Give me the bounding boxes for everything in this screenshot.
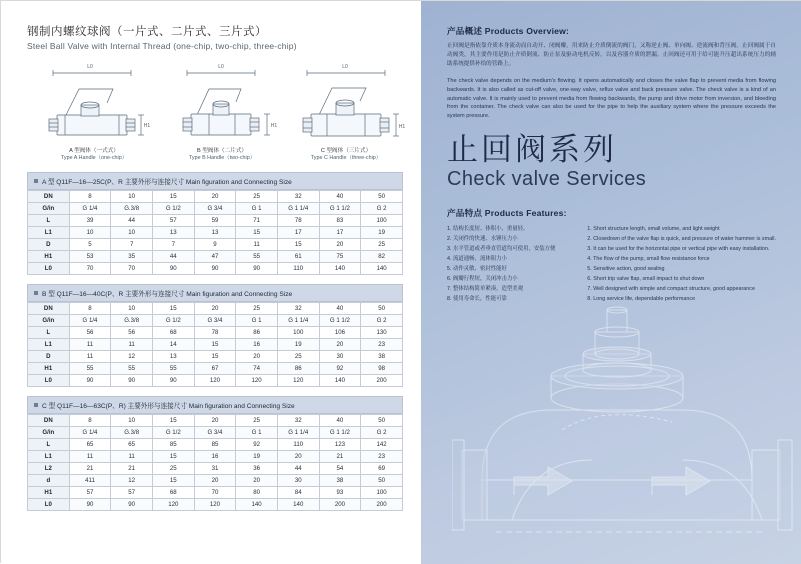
list-item: 4. 流道通畅、流体阻力小 bbox=[447, 256, 507, 263]
cell: 10 bbox=[111, 191, 153, 203]
cell: 8 bbox=[69, 303, 111, 315]
table-row bbox=[28, 351, 403, 363]
cell: G/in bbox=[28, 203, 70, 215]
spec-table-a-heading bbox=[27, 172, 403, 190]
cell: 40 bbox=[319, 191, 361, 203]
table-row bbox=[28, 463, 403, 475]
cell: 15 bbox=[152, 303, 194, 315]
cell: 90 bbox=[236, 263, 278, 275]
list-item: 8. Long service life, dependable performance bbox=[587, 296, 696, 303]
cell: L bbox=[28, 439, 70, 451]
overview-heading: 产品概述 Products Overview: bbox=[447, 26, 570, 36]
cell: 10 bbox=[111, 303, 153, 315]
cell: L1 bbox=[28, 227, 70, 239]
cell: 67 bbox=[194, 363, 236, 375]
cell: 15 bbox=[152, 451, 194, 463]
cell: 50 bbox=[361, 475, 403, 487]
cell: G 3/4 bbox=[194, 315, 236, 327]
spec-table-a bbox=[27, 172, 403, 275]
cell: 78 bbox=[194, 327, 236, 339]
table-row bbox=[28, 327, 403, 339]
list-item: 2. Closedown of the valve flap is quick, and pressure of water hammer is small. bbox=[587, 236, 776, 243]
cell: 20 bbox=[277, 451, 319, 463]
cell: 16 bbox=[236, 339, 278, 351]
cell: 110 bbox=[277, 439, 319, 451]
bullet-square-icon bbox=[34, 403, 38, 407]
cell: DN bbox=[28, 415, 70, 427]
svg-text:L0: L0 bbox=[218, 64, 224, 70]
cell: 13 bbox=[194, 227, 236, 239]
cell: 23 bbox=[361, 339, 403, 351]
cell: 68 bbox=[152, 327, 194, 339]
cell: 140 bbox=[319, 263, 361, 275]
cell: 13 bbox=[152, 227, 194, 239]
cell: 40 bbox=[319, 415, 361, 427]
cell: 20 bbox=[194, 191, 236, 203]
spec-table-b-heading-text: B 型 Q11F—16—40C(P、R 主要外形与连接尺寸 Main figuration and Connecting Size bbox=[42, 291, 293, 298]
cell: G 1/2 bbox=[152, 203, 194, 215]
cell: 35 bbox=[111, 251, 153, 263]
list-item: 6. Short trip valve flap, small impact to shut down bbox=[587, 276, 705, 283]
valve-drawings bbox=[27, 57, 403, 162]
cell: 78 bbox=[277, 215, 319, 227]
cell: 11 bbox=[69, 451, 111, 463]
cell: 411 bbox=[69, 475, 111, 487]
spec-table-b-heading bbox=[27, 284, 403, 302]
cell: 106 bbox=[319, 327, 361, 339]
cell: 142 bbox=[361, 439, 403, 451]
valve-caption-a: A 型阀体（一式式） Type A Handle（one-chip） bbox=[60, 148, 128, 162]
table-row bbox=[28, 251, 403, 263]
cell: 25 bbox=[277, 351, 319, 363]
list-item: 4. The flow of the pump, small flow resistance force bbox=[587, 256, 710, 263]
cell: 15 bbox=[152, 475, 194, 487]
table-row bbox=[28, 203, 403, 215]
cell: G 1 bbox=[236, 427, 278, 439]
spec-table-c-grid bbox=[27, 414, 403, 511]
cell: 100 bbox=[277, 327, 319, 339]
cell: 53 bbox=[69, 251, 111, 263]
cell: 12 bbox=[111, 351, 153, 363]
cell: 140 bbox=[319, 375, 361, 387]
cell: 56 bbox=[111, 327, 153, 339]
cell: 80 bbox=[236, 487, 278, 499]
cell: 65 bbox=[69, 439, 111, 451]
cell: 20 bbox=[236, 351, 278, 363]
cell: H1 bbox=[28, 363, 70, 375]
cell: 68 bbox=[152, 487, 194, 499]
table-row bbox=[28, 339, 403, 351]
cell: L bbox=[28, 327, 70, 339]
svg-text:H1: H1 bbox=[143, 123, 151, 129]
cell: D bbox=[28, 351, 70, 363]
cell: G.3/8 bbox=[111, 203, 153, 215]
cell: 140 bbox=[361, 263, 403, 275]
cell: L1 bbox=[28, 339, 70, 351]
cell: 55 bbox=[236, 251, 278, 263]
cell: 8 bbox=[69, 191, 111, 203]
cell: 11 bbox=[69, 351, 111, 363]
list-item: 3. It can be used for the horizontal pipe or vertical pipe with easy installation. bbox=[587, 246, 770, 253]
cell: L1 bbox=[28, 451, 70, 463]
cell: G 1/2 bbox=[152, 427, 194, 439]
cell: 16 bbox=[194, 451, 236, 463]
right-panel bbox=[421, 1, 801, 564]
cell: G/in bbox=[28, 427, 70, 439]
cell: 140 bbox=[236, 499, 278, 511]
cell: 7 bbox=[152, 239, 194, 251]
features-heading: 产品特点 Products Features: bbox=[447, 208, 567, 219]
cell: G 1 1/2 bbox=[319, 427, 361, 439]
cell: 44 bbox=[277, 463, 319, 475]
svg-text:H1: H1 bbox=[398, 124, 405, 130]
cell: 57 bbox=[152, 215, 194, 227]
cell: 92 bbox=[319, 363, 361, 375]
cell: 15 bbox=[236, 227, 278, 239]
cell: 19 bbox=[277, 339, 319, 351]
valve-drawing-type-c bbox=[287, 57, 405, 162]
bullet-square-icon bbox=[34, 179, 38, 183]
list-item: 1. Short structure length, small volume, and light weight bbox=[587, 226, 720, 233]
cell: L0 bbox=[28, 263, 70, 275]
cell: 44 bbox=[111, 215, 153, 227]
cell: 82 bbox=[361, 251, 403, 263]
cell: 15 bbox=[277, 239, 319, 251]
cell: G 1 1/2 bbox=[319, 315, 361, 327]
spec-table-c-heading bbox=[27, 396, 403, 414]
table-row bbox=[28, 303, 403, 315]
cell: 71 bbox=[236, 215, 278, 227]
cell: 13 bbox=[152, 351, 194, 363]
cell: 69 bbox=[361, 463, 403, 475]
cell: 200 bbox=[361, 375, 403, 387]
cell: 90 bbox=[152, 263, 194, 275]
cell: G 2 bbox=[361, 203, 403, 215]
cell: 38 bbox=[319, 475, 361, 487]
list-item: 3. 水平管道或者垂直管道均可使用，安装方便 bbox=[447, 246, 556, 253]
cell: G 2 bbox=[361, 427, 403, 439]
cell: 39 bbox=[69, 215, 111, 227]
features-list-en bbox=[587, 224, 776, 304]
cell: 9 bbox=[194, 239, 236, 251]
cell: 90 bbox=[194, 263, 236, 275]
cell: G 1/4 bbox=[69, 427, 111, 439]
cell: DN bbox=[28, 191, 70, 203]
spec-table-c-heading-text: C 型 Q11F—16—63C(P、R) 主要外形与连接尺寸 Main figuration and Connecting Size bbox=[42, 403, 295, 410]
cell: 14 bbox=[152, 339, 194, 351]
page-title-en: Steel Ball Valve with Internal Thread (one-chip, two-chip, three-chip) bbox=[27, 41, 297, 51]
cell: 86 bbox=[236, 327, 278, 339]
cell: 36 bbox=[236, 463, 278, 475]
spec-table-c bbox=[27, 396, 403, 511]
cell: 200 bbox=[319, 499, 361, 511]
cell: 70 bbox=[111, 263, 153, 275]
cell: L bbox=[28, 215, 70, 227]
cell: 65 bbox=[111, 439, 153, 451]
cell: 120 bbox=[277, 375, 319, 387]
cell: 90 bbox=[111, 375, 153, 387]
cell: 61 bbox=[277, 251, 319, 263]
cell: 110 bbox=[277, 263, 319, 275]
cell: 25 bbox=[152, 463, 194, 475]
cell: G 1 1/2 bbox=[319, 203, 361, 215]
cell: 21 bbox=[111, 463, 153, 475]
left-panel bbox=[1, 1, 421, 564]
table-row bbox=[28, 475, 403, 487]
cell: 25 bbox=[236, 191, 278, 203]
table-row bbox=[28, 499, 403, 511]
cell: 85 bbox=[194, 439, 236, 451]
cell: 57 bbox=[111, 487, 153, 499]
valve-drawing-type-a bbox=[35, 57, 153, 162]
cell: G 1 bbox=[236, 203, 278, 215]
cell: 40 bbox=[319, 303, 361, 315]
cell: 11 bbox=[111, 339, 153, 351]
cell: H1 bbox=[28, 487, 70, 499]
hero-title-en: Check valve Services bbox=[447, 168, 647, 191]
cell: 23 bbox=[361, 451, 403, 463]
cell: G 2 bbox=[361, 315, 403, 327]
cell: 32 bbox=[277, 191, 319, 203]
cell: 70 bbox=[194, 487, 236, 499]
cell: 56 bbox=[69, 327, 111, 339]
cell: 10 bbox=[111, 415, 153, 427]
cell: 44 bbox=[152, 251, 194, 263]
valve-drawing-type-b bbox=[163, 57, 281, 162]
cell: 25 bbox=[236, 303, 278, 315]
cell: G 1/4 bbox=[69, 203, 111, 215]
list-item: 8. 使用寿命长，性能可靠 bbox=[447, 296, 507, 303]
cell: 55 bbox=[111, 363, 153, 375]
cell: 20 bbox=[319, 239, 361, 251]
cell: 11 bbox=[69, 339, 111, 351]
table-row bbox=[28, 363, 403, 375]
cell: 19 bbox=[236, 451, 278, 463]
cell: 20 bbox=[236, 475, 278, 487]
table-row bbox=[28, 239, 403, 251]
cell: 59 bbox=[194, 215, 236, 227]
cell: 15 bbox=[152, 415, 194, 427]
cell: G 1 1/4 bbox=[277, 203, 319, 215]
spec-table-b bbox=[27, 284, 403, 387]
cell: 10 bbox=[69, 227, 111, 239]
cell: 11 bbox=[236, 239, 278, 251]
list-item: 5. 动作灵敏、密封性能好 bbox=[447, 266, 507, 273]
cell: 15 bbox=[152, 191, 194, 203]
svg-text:L0: L0 bbox=[342, 64, 348, 70]
cell: 120 bbox=[236, 375, 278, 387]
table-row bbox=[28, 191, 403, 203]
spec-table-b-grid bbox=[27, 302, 403, 387]
cell: G 1/4 bbox=[69, 315, 111, 327]
cell: 90 bbox=[111, 499, 153, 511]
overview-paragraph-en: The check valve depends on the medium's flowing. It opens automatically and closes the valve flap to prevent media from flowing backwards. It is also called as cut-off valve, one-way valve, reflux valve and back pressure valve. The check valve is a kind of an automatic valve. It is mainly used to prevent media from flowing backwards, the pump and drive motor from inversion, and bleeding from the container. The check valve can also be used for the pipe to help the auxiliary system where the pressure exceeds the system pressure. bbox=[447, 77, 776, 120]
cell: 17 bbox=[319, 227, 361, 239]
list-item: 1. 结构长度短、体积小、重量轻。 bbox=[447, 226, 529, 233]
cell: 85 bbox=[152, 439, 194, 451]
cell: 57 bbox=[69, 487, 111, 499]
table-row bbox=[28, 487, 403, 499]
table-row bbox=[28, 415, 403, 427]
cell: 123 bbox=[319, 439, 361, 451]
cell: G 1 1/4 bbox=[277, 427, 319, 439]
hero-title-cn: 止回阀系列 bbox=[447, 132, 617, 168]
cell: 15 bbox=[194, 339, 236, 351]
page-title-cn: 钢制内螺纹球阀（一片式、二片式、三片式） bbox=[27, 26, 267, 38]
cell: 54 bbox=[319, 463, 361, 475]
bullet-square-icon bbox=[34, 291, 38, 295]
features-list-cn bbox=[447, 224, 573, 304]
cell: 50 bbox=[361, 191, 403, 203]
cell: d bbox=[28, 475, 70, 487]
svg-text:H1: H1 bbox=[270, 123, 278, 129]
cell: 55 bbox=[69, 363, 111, 375]
cell: 20 bbox=[194, 303, 236, 315]
table-row bbox=[28, 315, 403, 327]
cell: 100 bbox=[361, 215, 403, 227]
cell: 21 bbox=[319, 451, 361, 463]
cell: 47 bbox=[194, 251, 236, 263]
features-columns bbox=[447, 224, 776, 304]
valve-caption-b: B 型阀体（二片式） Type B Handle（two-chip） bbox=[188, 148, 256, 162]
cell: G.3/8 bbox=[111, 315, 153, 327]
cell: 19 bbox=[361, 227, 403, 239]
cell: 10 bbox=[111, 227, 153, 239]
svg-text:L0: L0 bbox=[87, 64, 93, 70]
cell: 75 bbox=[319, 251, 361, 263]
cell: 32 bbox=[277, 303, 319, 315]
cell: 7 bbox=[111, 239, 153, 251]
cell: 17 bbox=[277, 227, 319, 239]
cell: 200 bbox=[361, 499, 403, 511]
cell: 93 bbox=[319, 487, 361, 499]
cell: 130 bbox=[361, 327, 403, 339]
cell: 74 bbox=[236, 363, 278, 375]
cell: 70 bbox=[69, 263, 111, 275]
cell: 38 bbox=[361, 351, 403, 363]
cell: L0 bbox=[28, 499, 70, 511]
list-item: 2. 关闭件的快速、水锤压力小 bbox=[447, 236, 518, 243]
cell: 98 bbox=[361, 363, 403, 375]
list-item: 5. Sensitive action, good sealing bbox=[587, 266, 665, 273]
spec-table-a-heading-text: A 型 Q11F—16—25C(P、R 主要外形与连接尺寸 Main figuration and Connecting Size bbox=[42, 179, 292, 186]
cell: 120 bbox=[194, 499, 236, 511]
overview-paragraph-cn: 止回阀是指依靠介质本身流动而自动开、闭阀瓣，用来防止介质倒流的阀门，又称逆止阀、单向阀、逆流阀和背压阀。止回阀属于自动阀类，其主要作用是防止介质倒流、防止泵及驱动电机反转，以及容器介质的泄漏。止回阀还可用于给可能升压超出系统压力的辅助系统提供补给的管路上。 bbox=[447, 43, 776, 68]
cell: L0 bbox=[28, 375, 70, 387]
cell: D bbox=[28, 239, 70, 251]
cell: 140 bbox=[277, 499, 319, 511]
cell: 84 bbox=[277, 487, 319, 499]
cell: G.3/8 bbox=[111, 427, 153, 439]
cell: DN bbox=[28, 303, 70, 315]
cell: G 3/4 bbox=[194, 203, 236, 215]
cell: 92 bbox=[236, 439, 278, 451]
cell: 15 bbox=[194, 351, 236, 363]
cell: 90 bbox=[69, 499, 111, 511]
cell: 32 bbox=[277, 415, 319, 427]
list-item: 6. 阀瓣行程短，关闭冲击力小 bbox=[447, 276, 518, 283]
cell: 50 bbox=[361, 415, 403, 427]
table-row bbox=[28, 439, 403, 451]
cell: 120 bbox=[152, 499, 194, 511]
cell: 25 bbox=[361, 239, 403, 251]
valve-caption-c: C 型阀体（三片式） Type C Handle（three-chip） bbox=[310, 148, 382, 162]
cell: 100 bbox=[361, 487, 403, 499]
cell: 12 bbox=[111, 475, 153, 487]
cell: 8 bbox=[69, 415, 111, 427]
cell: 20 bbox=[194, 475, 236, 487]
table-row bbox=[28, 451, 403, 463]
list-item: 7. 整体结构简单紧凑，造型美观 bbox=[447, 286, 524, 293]
cell: G 1 1/4 bbox=[277, 315, 319, 327]
cell: 30 bbox=[319, 351, 361, 363]
cell: G 1 bbox=[236, 315, 278, 327]
cell: 25 bbox=[236, 415, 278, 427]
cell: 50 bbox=[361, 303, 403, 315]
cell: 83 bbox=[319, 215, 361, 227]
table-row bbox=[28, 375, 403, 387]
cell: 120 bbox=[194, 375, 236, 387]
table-row bbox=[28, 427, 403, 439]
cell: 30 bbox=[277, 475, 319, 487]
right-content bbox=[421, 1, 801, 564]
cell: 90 bbox=[152, 375, 194, 387]
table-row bbox=[28, 227, 403, 239]
cell: 20 bbox=[319, 339, 361, 351]
table-row bbox=[28, 215, 403, 227]
cell: 55 bbox=[152, 363, 194, 375]
cell: G/in bbox=[28, 315, 70, 327]
cell: 5 bbox=[69, 239, 111, 251]
cell: 90 bbox=[69, 375, 111, 387]
cell: L2 bbox=[28, 463, 70, 475]
cell: 11 bbox=[111, 451, 153, 463]
cell: G 1/2 bbox=[152, 315, 194, 327]
list-item: 7. Well designed with simple and compact structure, good appearance bbox=[587, 286, 755, 293]
table-row bbox=[28, 263, 403, 275]
cell: 21 bbox=[69, 463, 111, 475]
cell: 86 bbox=[277, 363, 319, 375]
cell: H1 bbox=[28, 251, 70, 263]
cell: 31 bbox=[194, 463, 236, 475]
cell: 20 bbox=[194, 415, 236, 427]
spec-table-a-grid bbox=[27, 190, 403, 275]
cell: G 3/4 bbox=[194, 427, 236, 439]
